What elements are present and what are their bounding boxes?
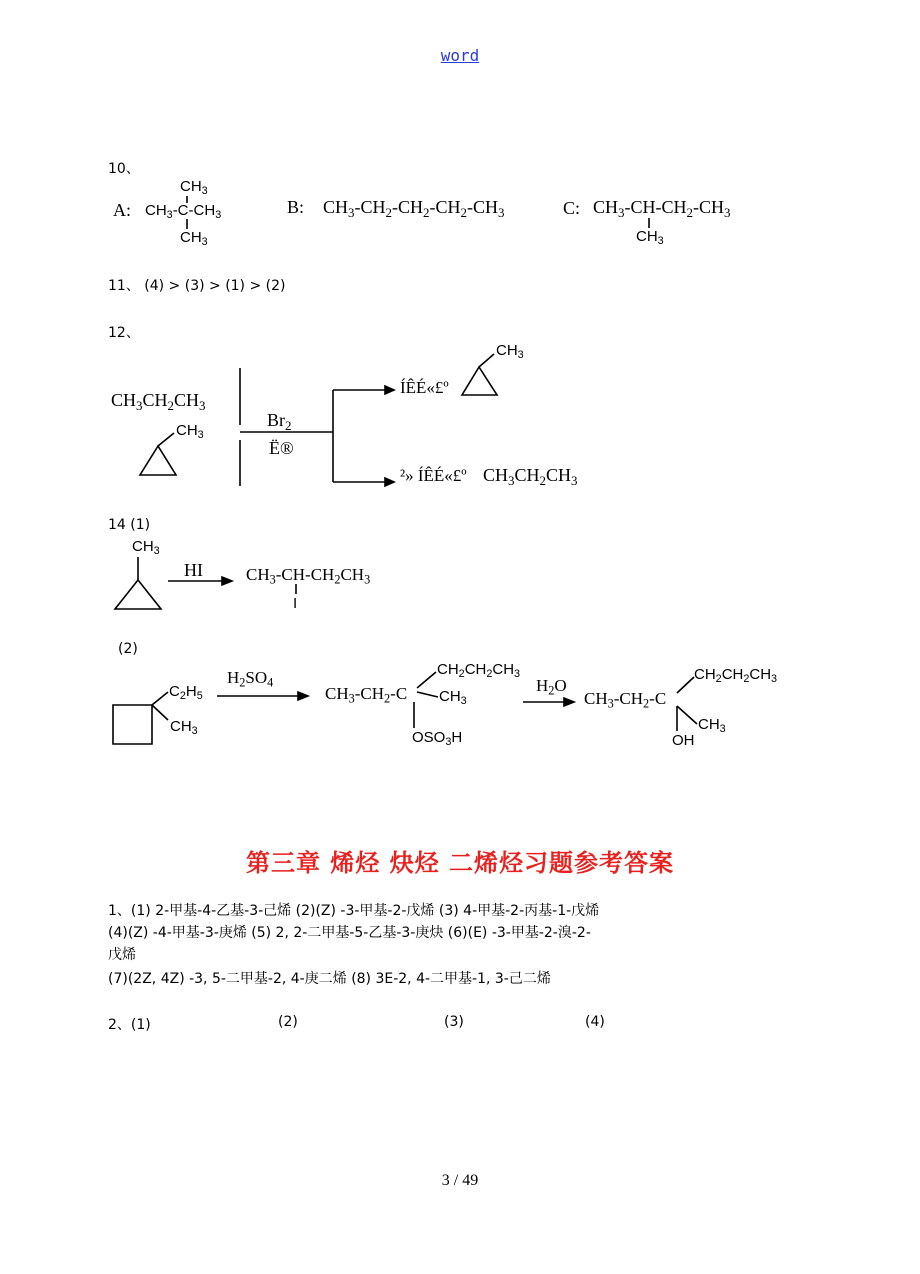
page-number: 3 / 49 bbox=[441, 1172, 479, 1189]
q10-label: 10、 bbox=[108, 161, 140, 177]
q12-compound2-methyl: $CH_3$ bbox=[176, 422, 204, 442]
q10-b-label: B: bbox=[287, 197, 305, 217]
q14-1-methyl: $CH_3$ bbox=[132, 538, 160, 558]
q14-2-int-bottom: $OSO_3H$ bbox=[412, 729, 463, 749]
q2-item-3: (3) bbox=[444, 1014, 464, 1030]
q10-a-main: $CH_3-C-CH_3$ bbox=[145, 202, 222, 222]
q14-2-int-main: $CH_3-CH_2-C$ bbox=[325, 684, 408, 706]
q14-2-ethyl: $C_2H_5$ bbox=[169, 683, 203, 703]
q12-lower-compound: $CH_3CH_2CH_3$ bbox=[483, 465, 578, 488]
q14-2-int-right: $CH_3$ bbox=[439, 688, 467, 708]
q14-2-int-top: $CH_2CH_2CH_3$ bbox=[437, 661, 521, 681]
chapter-title: 第三章 烯烃 炔烃 二烯烃习题参考答案 bbox=[245, 848, 675, 877]
q10-c-formula: $CH_3-CH-CH_2-CH_3$ bbox=[593, 197, 731, 220]
q12-reagent-bottom: Ë® bbox=[269, 438, 294, 458]
q14-2-prod-main: $CH_3-CH_2-C$ bbox=[584, 689, 667, 711]
q14-2-reagent-h2o: $H_2O$ bbox=[536, 676, 567, 698]
q11-text: 11、 (4) > (3) > (1) > (2) bbox=[108, 278, 286, 294]
q12-reagent-top: $Br_2$ bbox=[267, 410, 292, 433]
q14-2-prod-top: $CH_2CH_2CH_3$ bbox=[694, 666, 778, 686]
q14-2-label: (2) bbox=[118, 641, 138, 657]
q10-b-formula: $CH_3-CH_2-CH_2-CH_2-CH_3$ bbox=[323, 197, 505, 220]
q10-c-branch: $CH_3$ bbox=[636, 228, 664, 248]
q12-compound1: $CH_3CH_2CH_3$ bbox=[111, 390, 206, 413]
q12-upper-result: ÍÊÉ«£º bbox=[400, 378, 449, 397]
q14-2-prod-bottom: OH bbox=[672, 732, 695, 749]
q12-label: 12、 bbox=[108, 325, 140, 341]
answers-line-3: 戊烯 bbox=[108, 947, 136, 963]
answers-line-1: 1、(1) 2-甲基-4-乙基-3-己烯 (2)(Z) -3-甲基-2-戊烯 (3) 4-甲基-2-丙基-1-戊烯 bbox=[108, 903, 600, 919]
answers-line-2: (4)(Z) -4-甲基-3-庚烯 (5) 2, 2-二甲基-5-乙基-3-庚炔 (6)(E) -3-甲基-2-溴-2- bbox=[108, 925, 591, 941]
q14-1-branch: I bbox=[293, 595, 298, 612]
q10-a-top-methyl: $CH_3$ bbox=[180, 178, 208, 198]
q14-1-reagent: HI bbox=[184, 560, 203, 580]
q14-1-product: $CH_3-CH-CH_2CH_3$ bbox=[246, 565, 371, 587]
q10-c-label: C: bbox=[563, 198, 581, 218]
q10-a-bottom-methyl: $CH_3$ bbox=[180, 229, 208, 249]
answers-line-4: (7)(2Z, 4Z) -3, 5-二甲基-2, 4-庚二烯 (8) 3E-2, 4-二甲基-1, 3-己二烯 bbox=[108, 971, 551, 987]
q10-a-label: A: bbox=[113, 200, 131, 220]
q14-2-prod-right: $CH_3$ bbox=[698, 716, 726, 736]
q14-2-methyl: $CH_3$ bbox=[170, 718, 198, 738]
q12-lower-result: ²» ÍÊÉ«£º bbox=[400, 466, 467, 485]
q14-2-reagent-h2so4: $H_2SO_4$ bbox=[227, 668, 274, 690]
q2-label: 2、(1) bbox=[108, 1017, 151, 1033]
q14-1-label: 14 (1) bbox=[108, 517, 151, 533]
q2-item-4: (4) bbox=[585, 1014, 605, 1030]
q12-upper-methyl: $CH_3$ bbox=[496, 342, 524, 362]
q2-item-2: (2) bbox=[278, 1014, 298, 1030]
header-link[interactable]: word bbox=[440, 46, 480, 65]
